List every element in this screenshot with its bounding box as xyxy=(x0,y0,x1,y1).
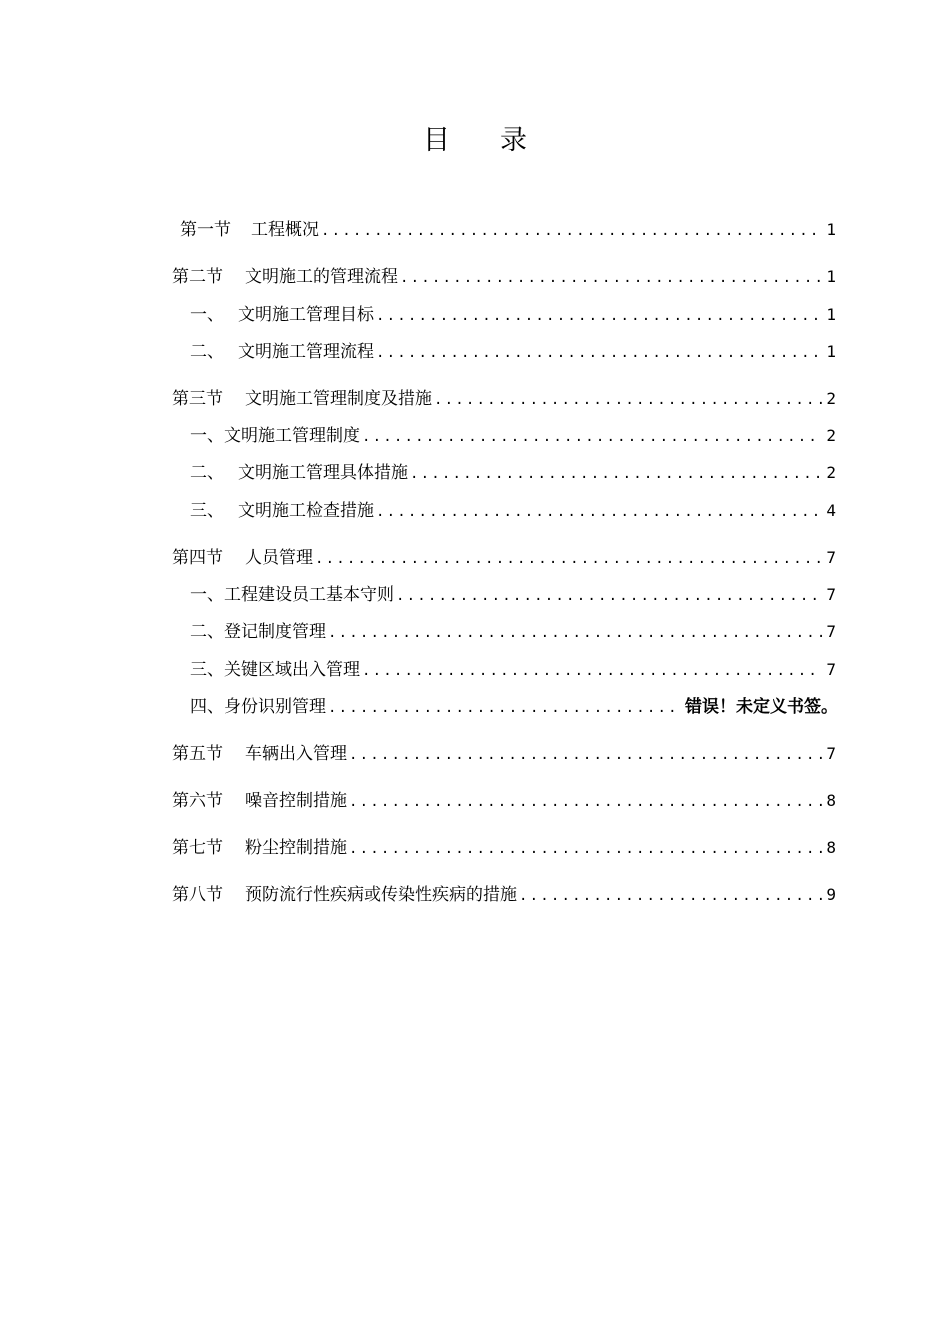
toc-entry-label: 二、 xyxy=(190,463,224,483)
toc-entry-page-error: 错误！未定义书签。 xyxy=(685,697,838,717)
toc-entry-label: 第五节 xyxy=(172,744,223,764)
toc-entry-label: 三、 xyxy=(190,660,224,680)
toc-entry-subsection-3-3[interactable] xyxy=(190,500,836,523)
toc-entry-section-5[interactable] xyxy=(172,743,836,766)
toc-entry-label: 一、 xyxy=(190,585,224,605)
toc-entry-page: 2 xyxy=(826,463,836,482)
toc-dot-leader xyxy=(400,267,822,289)
toc-entry-subsection-4-3[interactable] xyxy=(190,659,836,682)
toc-entry-page: 7 xyxy=(826,548,836,567)
toc-entry-text: 文明施工管理制度 xyxy=(224,426,360,446)
toc-entry-subsection-4-1[interactable] xyxy=(190,584,836,607)
toc-title-char-2: 录 xyxy=(500,125,527,156)
toc-entry-page: 7 xyxy=(826,660,836,679)
toc-entry-label: 一、 xyxy=(190,426,224,446)
toc-entry-label: 二、 xyxy=(190,342,224,362)
toc-entry-text: 工程概况 xyxy=(251,220,319,240)
toc-entry-section-3[interactable] xyxy=(172,388,836,411)
toc-entry-page: 1 xyxy=(826,220,836,239)
toc-entry-page: 8 xyxy=(826,838,836,857)
toc-entry-section-8[interactable] xyxy=(172,884,836,907)
toc-entry-label: 三、 xyxy=(190,501,224,521)
toc-entry-text: 文明施工管理流程 xyxy=(238,342,374,362)
toc-entry-text: 身份识别管理 xyxy=(224,697,326,717)
toc-entry-label: 第七节 xyxy=(172,838,223,858)
toc-entry-text: 车辆出入管理 xyxy=(245,744,347,764)
toc-dot-leader xyxy=(396,585,822,607)
toc-dot-leader xyxy=(410,463,822,485)
toc-dot-leader xyxy=(315,548,822,570)
toc-entry-subsection-2-1[interactable] xyxy=(190,304,836,327)
toc-entry-section-2[interactable] xyxy=(172,266,836,289)
toc-entry-text: 预防流行性疾病或传染性疾病的措施 xyxy=(245,885,517,905)
toc-title-char-1: 目 xyxy=(423,125,450,156)
toc-title xyxy=(0,118,950,157)
toc-entry-section-1[interactable] xyxy=(180,219,836,242)
toc-entry-page: 9 xyxy=(826,885,836,904)
toc-entry-text: 人员管理 xyxy=(245,548,313,568)
toc-entry-page: 2 xyxy=(826,426,836,445)
toc-entry-page: 1 xyxy=(826,342,836,361)
toc-entry-subsection-3-1[interactable] xyxy=(190,425,836,448)
toc-entry-text: 粉尘控制措施 xyxy=(245,838,347,858)
toc-dot-leader xyxy=(376,342,822,364)
toc-entry-label: 一、 xyxy=(190,305,224,325)
toc-entry-page: 7 xyxy=(826,585,836,604)
toc-entry-subsection-2-2[interactable] xyxy=(190,341,836,364)
toc-entry-page: 8 xyxy=(826,791,836,810)
toc-dot-leader xyxy=(349,791,822,813)
toc-dot-leader xyxy=(328,622,822,644)
toc-entry-label: 二、 xyxy=(190,622,224,642)
toc-dot-leader xyxy=(349,838,822,860)
toc-entry-text: 工程建设员工基本守则 xyxy=(224,585,394,605)
toc-entry-page: 4 xyxy=(826,501,836,520)
toc-entry-text: 文明施工管理具体措施 xyxy=(238,463,408,483)
toc-dot-leader xyxy=(376,305,822,327)
toc-entry-text: 文明施工的管理流程 xyxy=(245,267,398,287)
toc-entry-section-7[interactable] xyxy=(172,837,836,860)
toc-entry-label: 第三节 xyxy=(172,389,223,409)
toc-entry-label: 第二节 xyxy=(172,267,223,287)
toc-dot-leader xyxy=(349,744,822,766)
toc-entry-label: 第八节 xyxy=(172,885,223,905)
toc-entry-subsection-3-2[interactable] xyxy=(190,462,836,485)
toc-entry-text: 文明施工管理目标 xyxy=(238,305,374,325)
toc-dot-leader xyxy=(519,885,822,907)
toc-entry-text: 登记制度管理 xyxy=(224,622,326,642)
toc-entry-page: 1 xyxy=(826,305,836,324)
toc-dot-leader xyxy=(321,220,822,242)
toc-dot-leader xyxy=(328,697,681,719)
toc-entry-label: 四、 xyxy=(190,697,224,717)
toc-entry-text: 文明施工检查措施 xyxy=(238,501,374,521)
toc-entry-section-6[interactable] xyxy=(172,790,836,813)
toc-entry-subsection-4-2[interactable] xyxy=(190,621,836,644)
toc-entry-page: 7 xyxy=(826,744,836,763)
toc-dot-leader xyxy=(376,501,822,523)
toc-entry-text: 关键区域出入管理 xyxy=(224,660,360,680)
toc-entry-page: 1 xyxy=(826,267,836,286)
toc-entry-page: 2 xyxy=(826,389,836,408)
toc-dot-leader xyxy=(434,389,822,411)
toc-dot-leader xyxy=(362,660,822,682)
toc-entry-section-4[interactable] xyxy=(172,547,836,570)
toc-entry-page: 7 xyxy=(826,622,836,641)
toc-entry-text: 噪音控制措施 xyxy=(245,791,347,811)
toc-entry-subsection-4-4[interactable] xyxy=(190,696,838,719)
toc-entry-text: 文明施工管理制度及措施 xyxy=(245,389,432,409)
toc-entry-label: 第一节 xyxy=(180,220,231,240)
toc-entry-label: 第四节 xyxy=(172,548,223,568)
toc-dot-leader xyxy=(362,426,822,448)
toc-entry-label: 第六节 xyxy=(172,791,223,811)
